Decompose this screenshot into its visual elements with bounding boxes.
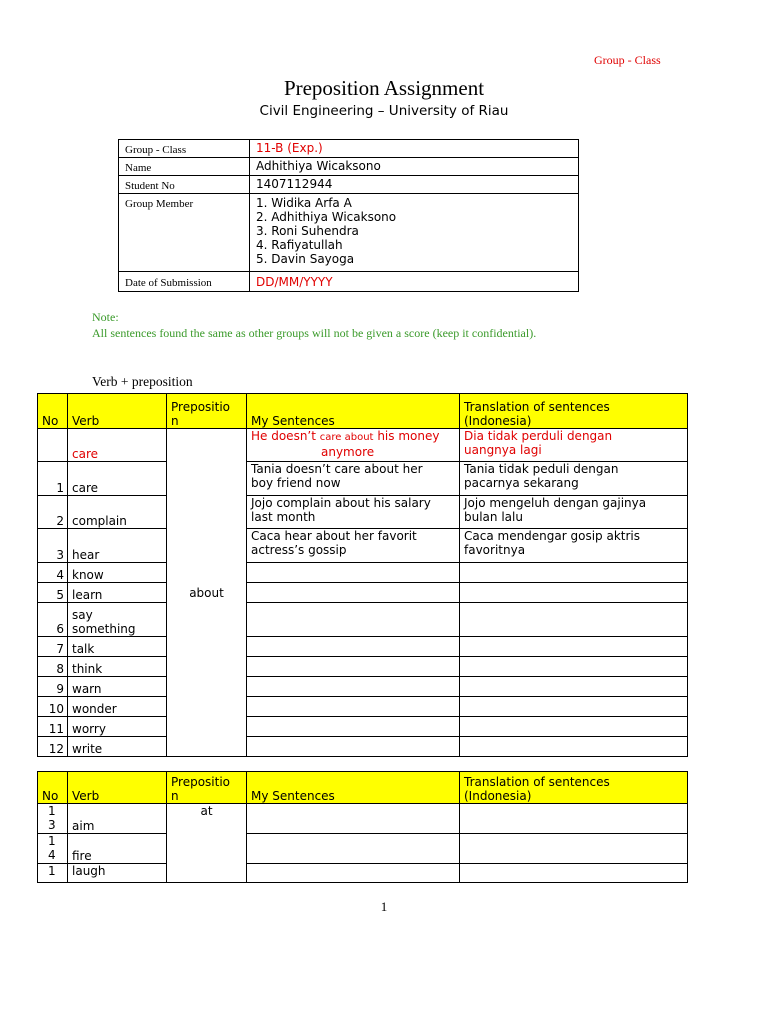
row-sentence [247, 603, 460, 637]
page-title: Preposition Assignment [283, 76, 485, 100]
row-verb: talk [68, 637, 167, 657]
verb-preposition-table-about [37, 393, 688, 757]
row-verb: complain [68, 496, 167, 529]
row-verb: care [68, 429, 167, 462]
row-no: 4 [38, 563, 68, 583]
row-translation: Jojo mengeluh dengan gajinya bulan lalu [460, 496, 688, 529]
row-sentence [247, 864, 460, 883]
row-no: 1 4 [38, 834, 68, 864]
member-item: 5. Davin Sayoga [256, 252, 355, 266]
col-translation-header: Translation of sentences (Indonesia) [460, 394, 688, 429]
submission-label: Date of Submission [119, 272, 250, 292]
row-verb: worry [68, 717, 167, 737]
row-translation [460, 583, 688, 603]
row-translation: Dia tidak perduli dengan uangnya lagi [460, 429, 688, 462]
student-no-label: Student No [119, 176, 250, 194]
member-item: 2. Adhithiya Wicaksono [256, 210, 397, 224]
row-translation [460, 637, 688, 657]
row-verb: think [68, 657, 167, 677]
table-row-example [38, 429, 688, 462]
col-preposition-header: Prepositio n [167, 394, 247, 429]
row-no: 2 [38, 496, 68, 529]
row-verb: know [68, 563, 167, 583]
page-number: 1 [380, 899, 388, 914]
table-row [38, 462, 688, 496]
row-sentence [247, 563, 460, 583]
col-translation-header: Translation of sentences (Indonesia) [460, 772, 688, 804]
row-sentence [247, 657, 460, 677]
row-no: 6 [38, 603, 68, 637]
row-verb: fire [68, 834, 167, 864]
page-subtitle: Civil Engineering – University of Riau [259, 103, 509, 119]
table-row [38, 637, 688, 657]
row-sentence [247, 804, 460, 834]
row-translation [460, 804, 688, 834]
group-member-list [250, 194, 579, 272]
row-verb: aim [68, 804, 167, 834]
verb-preposition-table-at [37, 771, 688, 883]
row-no: 11 [38, 717, 68, 737]
group-class-label: Group - Class [119, 140, 250, 158]
col-verb-header: Verb [68, 394, 167, 429]
row-no: 1 3 [38, 804, 68, 834]
row-translation [460, 864, 688, 883]
col-verb-header: Verb [68, 772, 167, 804]
row-no: 1 [38, 864, 68, 883]
table-row [38, 529, 688, 563]
row-verb: learn [68, 583, 167, 603]
row-verb: wonder [68, 697, 167, 717]
table-row [38, 563, 688, 583]
row-sentence: Caca hear about her favorit actress’s gossip [247, 529, 460, 563]
table-row [38, 603, 688, 637]
row-verb: laugh [68, 864, 167, 883]
row-no: 9 [38, 677, 68, 697]
row-sentence [247, 834, 460, 864]
row-no: 5 [38, 583, 68, 603]
table-row [38, 717, 688, 737]
row-sentence [247, 583, 460, 603]
row-sentence [247, 717, 460, 737]
note-label: Note: [92, 310, 119, 324]
preposition-cell: at [167, 804, 247, 883]
row-sentence: Jojo complain about his salary last month [247, 496, 460, 529]
row-translation [460, 737, 688, 757]
row-no: 7 [38, 637, 68, 657]
row-verb: write [68, 737, 167, 757]
section-label: Verb + preposition [92, 374, 193, 389]
row-translation [460, 697, 688, 717]
col-sentences-header: My Sentences [247, 772, 460, 804]
row-no: 8 [38, 657, 68, 677]
row-no: 3 [38, 529, 68, 563]
row-verb: say something [68, 603, 167, 637]
row-no: 12 [38, 737, 68, 757]
table-row [38, 697, 688, 717]
row-sentence [247, 737, 460, 757]
member-item: 4. Rafiyatullah [256, 238, 343, 252]
name-value: Adhithiya Wicaksono [250, 158, 579, 176]
row-translation [460, 603, 688, 637]
student-no-value: 1407112944 [250, 176, 579, 194]
col-sentences-header: My Sentences [247, 394, 460, 429]
header-group-class: Group - Class [594, 53, 661, 67]
submission-value: DD/MM/YYYY [250, 272, 579, 292]
note-text: All sentences found the same as other groups will not be given a score (keep it confidential). [92, 326, 537, 340]
member-item: 1. Widika Arfa A [256, 196, 352, 210]
table-row [38, 583, 688, 603]
row-sentence: Tania doesn’t care about her boy friend now [247, 462, 460, 496]
table-row [38, 804, 688, 834]
row-translation [460, 563, 688, 583]
member-item: 3. Roni Suhendra [256, 224, 359, 238]
col-no-header: No [38, 394, 68, 429]
row-translation [460, 677, 688, 697]
row-sentence: He doesn’t care about his money anymore [247, 429, 460, 462]
row-no [38, 429, 68, 462]
table-row [38, 496, 688, 529]
row-verb: warn [68, 677, 167, 697]
table-row [38, 657, 688, 677]
table-row [38, 677, 688, 697]
row-sentence [247, 677, 460, 697]
row-translation: Caca mendengar gosip aktris favoritnya [460, 529, 688, 563]
row-sentence [247, 637, 460, 657]
table-row [38, 737, 688, 757]
col-no-header: No [38, 772, 68, 804]
student-info-table [118, 139, 579, 292]
row-sentence [247, 697, 460, 717]
table-row [38, 834, 688, 864]
row-translation: Tania tidak peduli dengan pacarnya sekarang [460, 462, 688, 496]
table-row [38, 864, 688, 883]
name-label: Name [119, 158, 250, 176]
row-translation [460, 657, 688, 677]
row-verb: hear [68, 529, 167, 563]
row-translation [460, 717, 688, 737]
row-no: 10 [38, 697, 68, 717]
group-member-label: Group Member [119, 194, 250, 272]
preposition-cell: about [167, 429, 247, 757]
row-verb: care [68, 462, 167, 496]
group-class-value: 11-B (Exp.) [250, 140, 579, 158]
note-block [92, 309, 536, 341]
row-translation [460, 834, 688, 864]
row-no: 1 [38, 462, 68, 496]
col-preposition-header: Prepositio n [167, 772, 247, 804]
